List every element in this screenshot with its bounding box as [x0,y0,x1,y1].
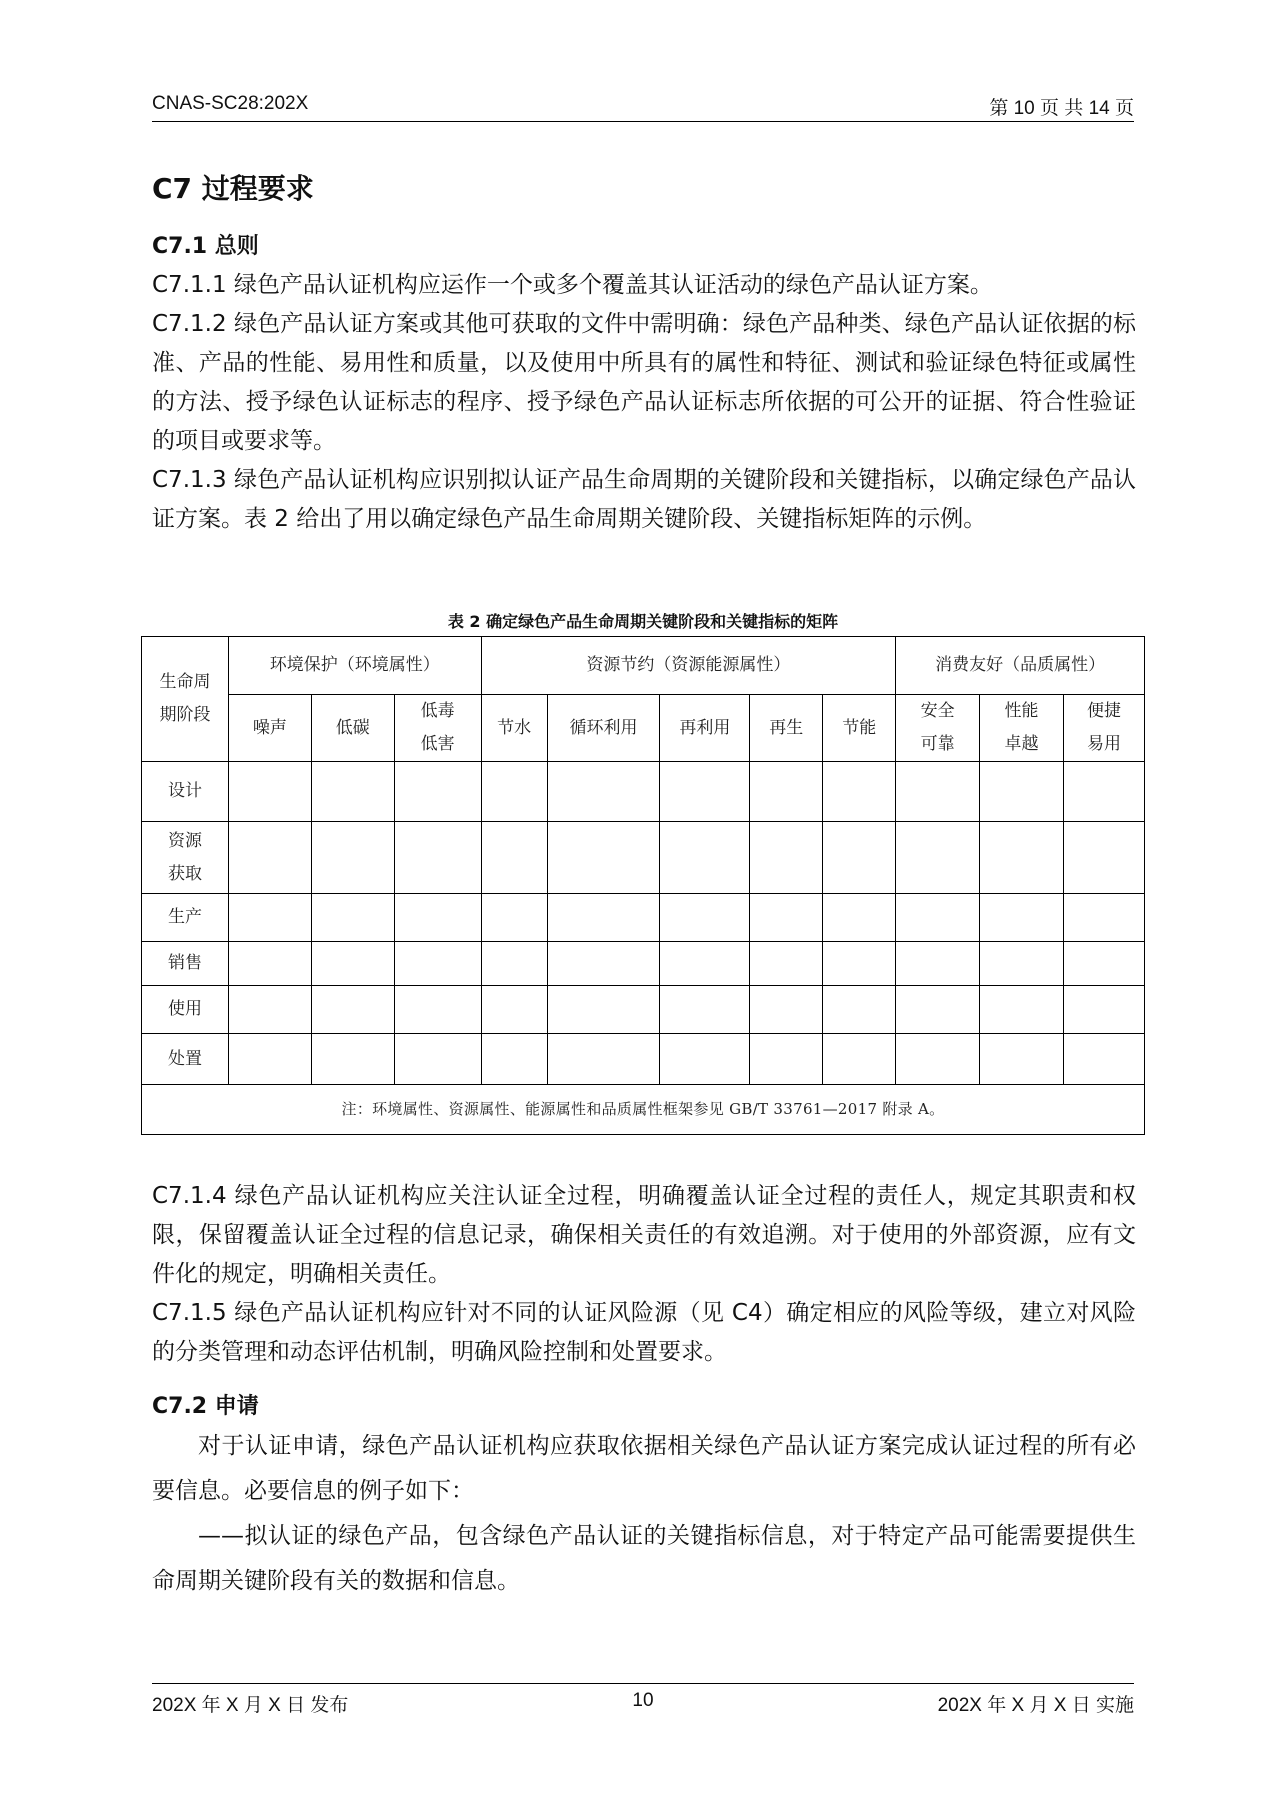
matrix-cell [311,822,394,894]
header-rule [152,121,1134,122]
matrix-cell [660,762,750,822]
stage-label-line: 处置 [167,1048,202,1069]
issue-date: 202X 年 X 月 X 日 发布 [152,1695,349,1716]
indicator-header [228,695,311,762]
matrix-cell [896,822,980,894]
indicator-header-line: 易用 [1087,734,1121,754]
table-row [142,1034,1145,1085]
matrix-cell [228,822,311,894]
indicator-header-line: 低害 [420,734,455,754]
group-header: 资源节约（资源能源属性） [481,637,896,695]
matrix-cell [980,1034,1064,1085]
table-caption: 表 2 确定绿色产品生命周期关键阶段和关键指标的矩阵 [447,612,839,631]
matrix-cell [228,894,311,942]
indicator-header-line: 卓越 [1004,734,1039,754]
matrix-cell [311,894,394,942]
indicator-header [660,695,750,762]
corner-header-line: 期阶段 [159,705,211,725]
matrix-cell [481,894,547,942]
table-row [142,762,1145,822]
group-header: 环境保护（环境属性） [228,637,481,695]
indicator-header [547,695,660,762]
matrix-cell [481,822,547,894]
indicator-header [481,695,547,762]
matrix-cell [394,986,481,1034]
indicator-header [823,695,896,762]
matrix-cell [823,986,896,1034]
indicator-header-line: 节水 [497,717,532,738]
section-title: C7 过程要求 [152,172,314,205]
matrix-cell [750,894,823,942]
matrix-cell [1064,894,1145,942]
matrix-cell [481,942,547,986]
document-code: CNAS-SC28:202X [152,93,309,114]
indicator-header-line: 再生 [769,717,804,738]
matrix-cell [1064,942,1145,986]
stage-label-line: 资源 [167,830,202,851]
page-number: 10 [632,1690,654,1711]
matrix-cell [750,762,823,822]
matrix-cell [481,986,547,1034]
matrix-cell [1064,986,1145,1034]
indicator-header-line: 再利用 [679,717,731,738]
table-subheader-row [142,695,1145,762]
stage-label [142,894,229,942]
indicator-header-line: 便捷 [1087,701,1121,721]
matrix-cell [823,894,896,942]
indicator-header-line: 安全 [920,701,955,721]
corner-header-line: 生命周 [159,672,211,692]
stage-label-line: 设计 [167,781,202,801]
subsection-general-heading: C7.1 总则 [152,234,259,259]
matrix-cell [1064,762,1145,822]
table-header-row [142,637,1145,695]
matrix-cell [547,762,660,822]
matrix-cell [481,1034,547,1085]
paragraph-c7-2-item: ——拟认证的绿色产品，包含绿色产品认证的关键指标信息，对于特定产品可能需要提供生命周期关键阶段有关的数据和信息。 [152,1523,1136,1594]
matrix-cell [394,894,481,942]
matrix-cell [228,942,311,986]
indicator-header-line: 噪声 [252,717,287,738]
stage-label-line: 获取 [167,863,202,884]
corner-header [142,637,229,762]
indicator-header [394,695,481,762]
indicator-header [311,695,394,762]
paragraph-c7-1-2: C7.1.2 绿色产品认证方案或其他可获取的文件中需明确：绿色产品种类、绿色产品认证依据的标准、产品的性能、易用性和质量，以及使用中所具有的属性和特征、测试和验证绿色特征或属性的方法、授予绿色认证标志的程序、授予绿色产品认证标志所依据的可公开的证据、符合性验证的项目或要求等。 [152,311,1136,454]
matrix-cell [1064,822,1145,894]
matrix-cell [823,1034,896,1085]
matrix-cell [896,942,980,986]
matrix-cell [481,762,547,822]
table-note-row [142,1085,1145,1135]
page-indicator: 第 10 页 共 14 页 [989,98,1134,119]
stage-label [142,986,229,1034]
indicator-header [750,695,823,762]
matrix-cell [750,942,823,986]
matrix-cell [750,986,823,1034]
matrix-cell [547,1034,660,1085]
page-footer [152,1690,1134,1720]
stage-label [142,1034,229,1085]
indicator-header [1064,695,1145,762]
matrix-cell [394,1034,481,1085]
indicator-header [896,695,980,762]
matrix-cell [228,1034,311,1085]
matrix-cell [660,822,750,894]
matrix-cell [823,762,896,822]
matrix-cell [660,894,750,942]
indicator-header-line: 性能 [1004,701,1039,721]
indicator-header-line: 低碳 [335,717,370,738]
matrix-cell [750,1034,823,1085]
matrix-cell [980,986,1064,1034]
lifecycle-indicator-matrix [141,636,1145,1135]
matrix-cell [980,822,1064,894]
stage-label-line: 生产 [167,907,202,927]
indicator-header-line: 低毒 [420,701,455,721]
implementation-date: 202X 年 X 月 X 日 实施 [937,1695,1134,1716]
matrix-cell [980,894,1064,942]
matrix-cell [896,986,980,1034]
matrix-cell [660,942,750,986]
matrix-cell [547,894,660,942]
matrix-cell [394,762,481,822]
matrix-cell [311,986,394,1034]
stage-label [142,762,229,822]
matrix-cell [547,822,660,894]
matrix-cell [896,894,980,942]
paragraph-c7-1-4: C7.1.4 绿色产品认证机构应关注认证全过程，明确覆盖认证全过程的责任人，规定其职责和权限，保留覆盖认证全过程的信息记录，确保相关责任的有效追溯。对于使用的外部资源，应有文件化的规定，明确相关责任。 [152,1183,1136,1287]
stage-label-line: 使用 [167,999,202,1019]
matrix-cell [980,762,1064,822]
indicator-header [980,695,1064,762]
matrix-cell [660,986,750,1034]
stage-label [142,822,229,894]
indicator-header-line: 节能 [842,717,877,738]
matrix-cell [228,762,311,822]
footer-rule [152,1683,1134,1684]
matrix-cell [660,1034,750,1085]
matrix-cell [311,1034,394,1085]
table-row [142,942,1145,986]
matrix-cell [1064,1034,1145,1085]
table-row [142,986,1145,1034]
table-row [142,894,1145,942]
paragraph-c7-1-5: C7.1.5 绿色产品认证机构应针对不同的认证风险源（见 C4）确定相应的风险等级，建立对风险的分类管理和动态评估机制，明确风险控制和处置要求。 [152,1300,1136,1365]
matrix-cell [547,942,660,986]
matrix-cell [394,942,481,986]
indicator-header-line: 可靠 [920,734,955,754]
page-header [152,89,1134,119]
paragraph-c7-2-intro: 对于认证申请，绿色产品认证机构应获取依据相关绿色产品认证方案完成认证过程的所有必要信息。必要信息的例子如下： [152,1433,1136,1504]
subsection-application-heading: C7.2 申请 [152,1394,259,1419]
matrix-cell [228,986,311,1034]
stage-label [142,942,229,986]
table-note: 注：环境属性、资源属性、能源属性和品质属性框架参见 GB/T 33761—2017 附录 A。 [142,1085,1145,1135]
matrix-cell [547,986,660,1034]
matrix-cell [823,822,896,894]
table-row [142,822,1145,894]
matrix-cell [896,1034,980,1085]
stage-label-line: 销售 [167,953,202,973]
matrix-cell [823,942,896,986]
matrix-cell [311,942,394,986]
paragraph-c7-1-3: C7.1.3 绿色产品认证机构应识别拟认证产品生命周期的关键阶段和关键指标，以确定绿色产品认证方案。表 2 给出了用以确定绿色产品生命周期关键阶段、关键指标矩阵的示例。 [152,467,1136,532]
matrix-cell [896,762,980,822]
indicator-header-line: 循环利用 [569,717,638,738]
matrix-cell [980,942,1064,986]
matrix-cell [311,762,394,822]
matrix-cell [750,822,823,894]
matrix-cell [394,822,481,894]
group-header: 消费友好（品质属性） [896,637,1145,695]
paragraph-c7-1-1: C7.1.1 绿色产品认证机构应运作一个或多个覆盖其认证活动的绿色产品认证方案。 [152,272,993,298]
